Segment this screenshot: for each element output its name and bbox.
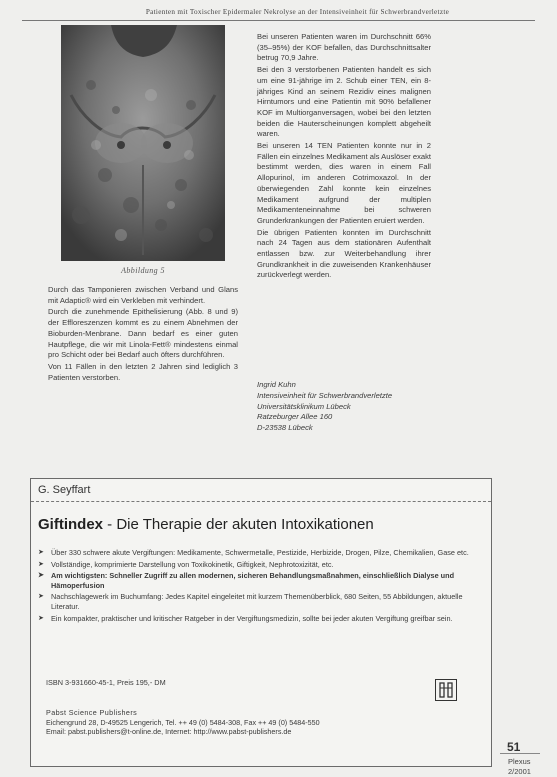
book-advertisement bbox=[30, 478, 492, 767]
header-rule bbox=[22, 20, 535, 21]
journal-name: Plexus bbox=[508, 757, 531, 766]
ad-title bbox=[38, 516, 374, 533]
arrow-bullet-icon: ➤ bbox=[38, 560, 44, 568]
paragraph: Die übrigen Patienten konnten im Durchschnitt nach 24 Tagen aus dem stationären Aufenthalt entlassen bzw. zur Weiterbehandlung ihrer Grundkrankheit in die zuweisenden Krankenhäuser zurückverlegt werden. bbox=[257, 227, 431, 280]
publisher-logo-icon bbox=[435, 679, 457, 701]
paragraph: Bei unseren Patienten waren im Durchschnitt 66% (35–95%) der KOF befallen, das Durchschnittsalter betrug 70,9 Jahre. bbox=[257, 32, 431, 63]
patient-photo bbox=[61, 25, 225, 261]
list-item: ➤ Über 330 schwere akute Vergiftungen: Medikamente, Schwermetalle, Pestizide, Herbizide, Drogen, Pilze, Chemikalien, Gase etc. bbox=[38, 548, 469, 557]
right-column bbox=[257, 32, 431, 282]
footer-rule bbox=[500, 753, 540, 754]
ad-bullet-list bbox=[38, 548, 478, 625]
publisher-name: Pabst Science Publishers bbox=[46, 708, 138, 717]
paragraph: Durch das Tamponieren zwischen Verband und Glans mit Adaptic® wird ein Verkleben mit verhindert. bbox=[48, 285, 238, 305]
list-item: ➤ Nachschlagewerk im Buchumfang: Jedes Kapitel eingeleitet mit kurzem Themenüberblick, 680 Seiten, 55 Abbildungen, aktuelle Literatur. bbox=[38, 592, 463, 611]
left-column bbox=[48, 285, 238, 384]
figure-caption: Abbildung 5 bbox=[121, 266, 165, 275]
author-address bbox=[257, 380, 457, 434]
ad-title-rest: - Die Therapie der akuten Intoxikationen bbox=[103, 516, 374, 533]
footer-journal bbox=[508, 757, 531, 777]
publisher-contact: Email: pabst.publishers@t-online.de, Internet: http://www.pabst-publishers.de bbox=[46, 727, 292, 736]
list-item: ➤ Vollständige, komprimierte Darstellung von Toxikokinetik, Giftigkeit, Nephrotoxizität, etc. bbox=[38, 559, 334, 569]
arrow-bullet-icon: ➤ bbox=[38, 593, 44, 601]
author-unit: Intensiveinheit für Schwerbrandverletzte bbox=[257, 390, 393, 400]
arrow-bullet-icon: ➤ bbox=[38, 572, 44, 580]
paragraph: Bei den 3 verstorbenen Patienten handelt es sich um eine 91-jährige im 2. Schub einer TEN, ein 8-jähriges Kind an seinem Rezidiv eines malignen Hirntumors und eine Patientin mit 90% befallener KOF im Multiorganversagen, wobei bei den letzten beiden die Hauterscheinungen komplett abgeheilt waren. bbox=[257, 65, 431, 139]
arrow-bullet-icon: ➤ bbox=[38, 549, 44, 556]
ad-publisher-block bbox=[46, 708, 466, 737]
running-header: Patienten mit Toxischer Epidermaler Nekrolyse an der Intensiveinheit für Schwerbrandverletzte bbox=[145, 8, 450, 16]
ad-author-bar bbox=[31, 479, 491, 502]
list-item: ➤ Ein kompakter, praktischer und kritischer Ratgeber in der Vergiftungsmedizin, sollte bei jeder akuten Vergiftung greifbar sein. bbox=[38, 613, 453, 623]
ad-title-bold: Giftindex bbox=[38, 516, 104, 533]
journal-issue: 2/2001 bbox=[508, 767, 531, 776]
paragraph: Bei unseren 14 TEN Patienten konnte nur in 2 Fällen ein einzelnes Medikament als Auslöser exakt bestimmt werden, dies waren in einem Fall Allopurinol, im anderen Cotrimoxazol. In der überwiegenden Zahl konnte kein einzelnes Medikament aufgrund der multiplen Medikamenteneinnahme bei schweren Grunderkrankungen der Patienten eruiert werden. bbox=[257, 141, 431, 225]
publisher-address: Eichengrund 28, D-49525 Lengerich, Tel. ++ 49 (0) 5484-308, Fax ++ 49 (0) 5484-550 bbox=[46, 717, 320, 727]
ad-author: G. Seyffart bbox=[38, 484, 91, 496]
author-name: Ingrid Kuhn bbox=[257, 380, 296, 389]
paragraph: Durch die zunehmende Epithelisierung (Abb. 8 und 9) der Effloreszenzen kommt es zu einem Abnehmen der Bioburden-Menbrane. Dann bedarf es einer guten Hautpflege, die wir mit Linola-Fett® mindestens einmal pro Schicht oder bei Bedarf auch öfters durchführen. bbox=[48, 307, 238, 360]
paragraph: Von 11 Fällen in den letzten 2 Jahren sind lediglich 3 Patienten verstorben. bbox=[48, 361, 238, 382]
author-city: D-23538 Lübeck bbox=[257, 423, 313, 433]
ad-isbn-price: ISBN 3-931660-45-1, Preis 195,- DM bbox=[46, 678, 166, 687]
arrow-bullet-icon: ➤ bbox=[38, 614, 44, 622]
list-item: ➤ Am wichtigsten: Schneller Zugriff zu allen modernen, sicheren Behandlungsmaßnahmen, einschließlich Dialyse und Hämoperfusion bbox=[38, 571, 455, 590]
author-street: Ratzeburger Allee 160 bbox=[257, 412, 333, 422]
page-number: 51 bbox=[507, 740, 521, 754]
author-clinic: Universitätsklinikum Lübeck bbox=[257, 401, 351, 411]
